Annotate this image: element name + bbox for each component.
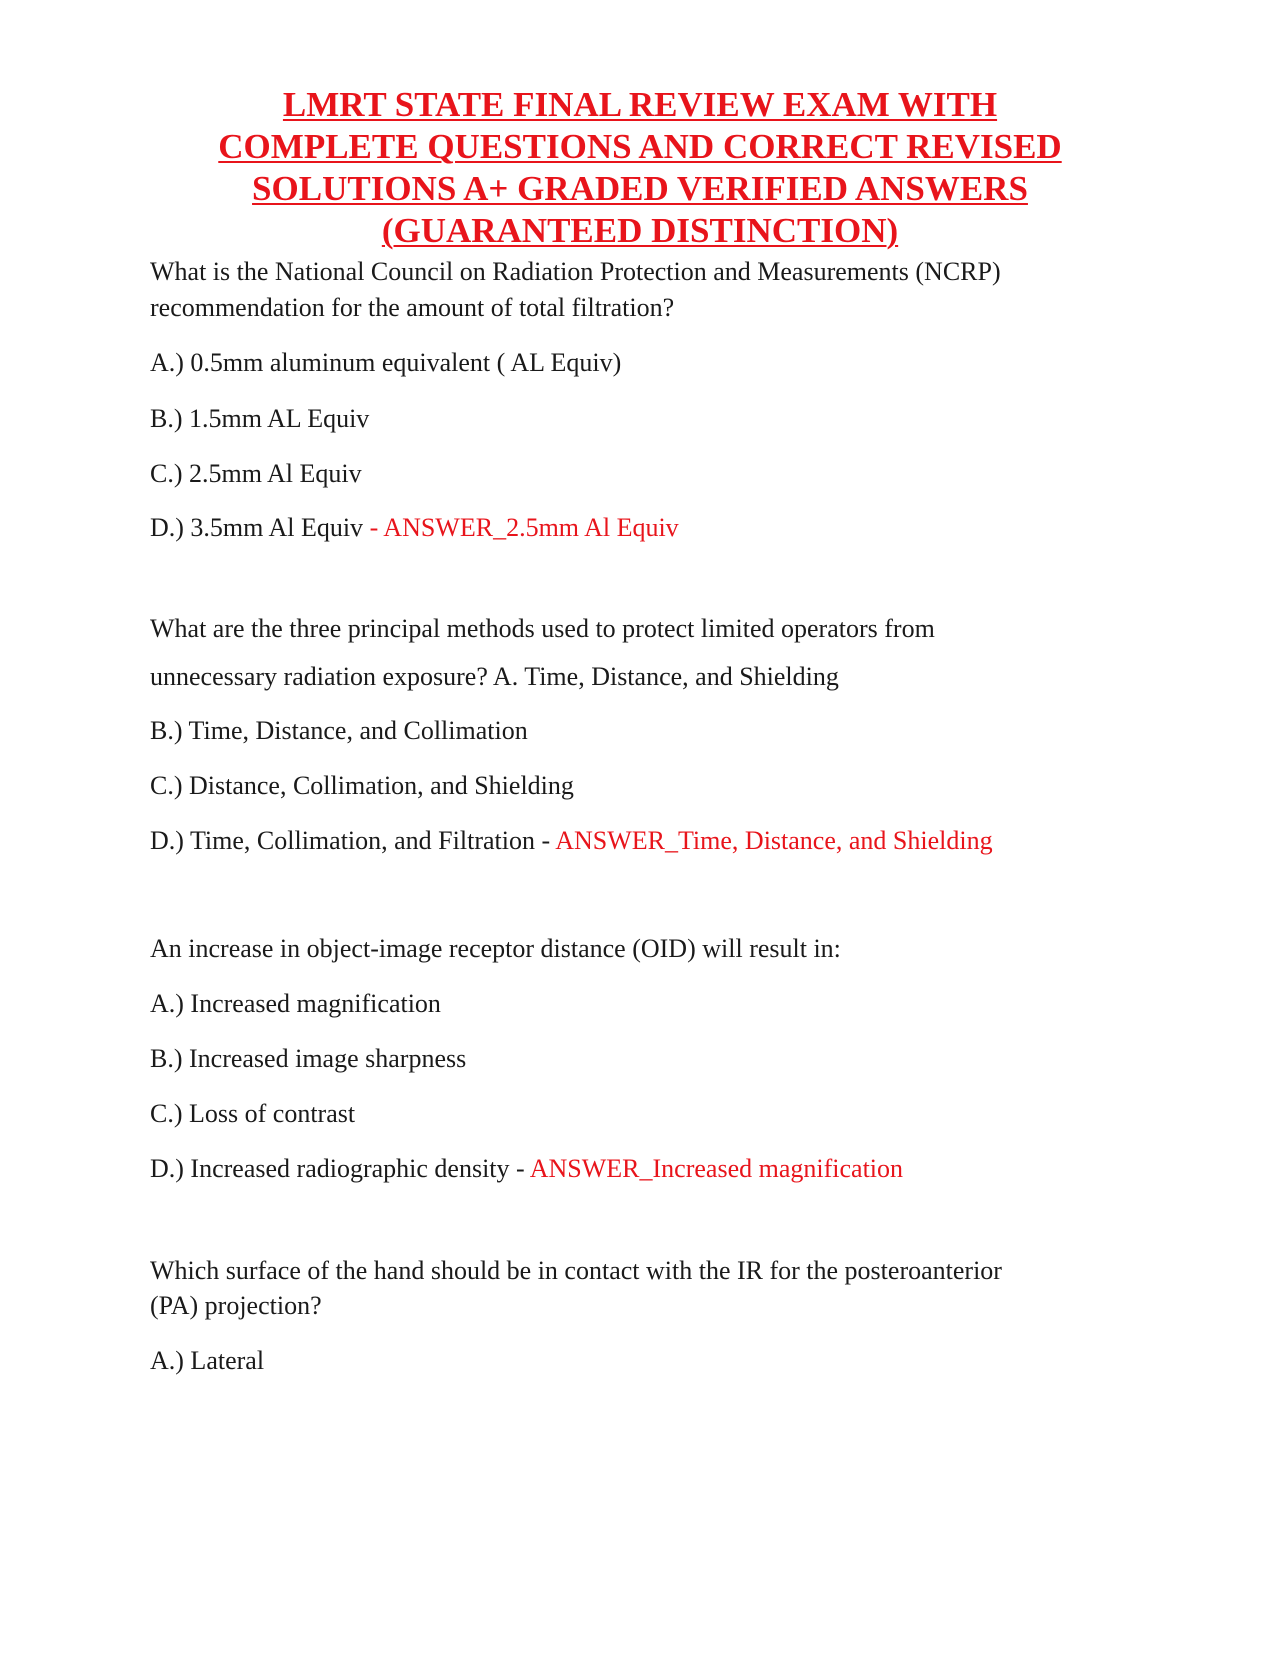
q2-option-d-text: D.) Time, Collimation, and Filtration -	[150, 826, 556, 855]
q1-option-c: C.) 2.5mm Al Equiv	[150, 459, 362, 488]
title-line-3: SOLUTIONS A+ GRADED VERIFIED ANSWERS	[252, 169, 1028, 208]
q2-option-c: C.) Distance, Collimation, and Shielding	[150, 771, 574, 800]
document-title	[150, 84, 1130, 252]
q3-option-b: B.) Increased image sharpness	[150, 1044, 467, 1073]
q1-option-b: B.) 1.5mm AL Equiv	[150, 404, 370, 433]
title-line-4: (GUARANTEED DISTINCTION)	[381, 211, 899, 250]
q4-question-line-1: Which surface of the hand should be in contact with the IR for the posteroanterior	[150, 1256, 1002, 1285]
q2-answer: ANSWER_Time, Distance, and Shielding	[555, 826, 993, 855]
q3-option-d	[150, 1154, 903, 1184]
title-line-2: COMPLETE QUESTIONS AND CORRECT REVISED	[218, 127, 1062, 166]
q3-option-a: A.) Increased magnification	[150, 989, 441, 1018]
q3-answer: ANSWER_Increased magnification	[529, 1154, 904, 1183]
q3-option-c: C.) Loss of contrast	[150, 1099, 356, 1128]
q3-question-line-1: An increase in object-image receptor distance (OID) will result in:	[150, 934, 841, 963]
q4-question-line-2: (PA) projection?	[150, 1291, 322, 1320]
q1-option-a: A.) 0.5mm aluminum equivalent ( AL Equiv)	[150, 348, 622, 377]
q3-option-d-text: D.) Increased radiographic density -	[150, 1154, 530, 1183]
q4-option-a: A.) Lateral	[150, 1346, 265, 1375]
q1-option-d-text: D.) 3.5mm Al Equiv	[150, 513, 370, 542]
q1-option-d	[150, 513, 679, 543]
title-line-1: LMRT STATE FINAL REVIEW EXAM WITH	[282, 85, 998, 124]
q2-option-d	[150, 826, 993, 856]
q2-option-b: B.) Time, Distance, and Collimation	[150, 716, 528, 745]
q1-question-line-1: What is the National Council on Radiation Protection and Measurements (NCRP)	[150, 257, 1001, 286]
q2-question-line-1: What are the three principal methods used to protect limited operators from	[150, 614, 935, 643]
q1-answer: - ANSWER_2.5mm Al Equiv	[369, 513, 679, 542]
q2-question-line-2: unnecessary radiation exposure? A. Time, Distance, and Shielding	[150, 662, 839, 691]
q1-question-line-2: recommendation for the amount of total filtration?	[150, 293, 675, 322]
